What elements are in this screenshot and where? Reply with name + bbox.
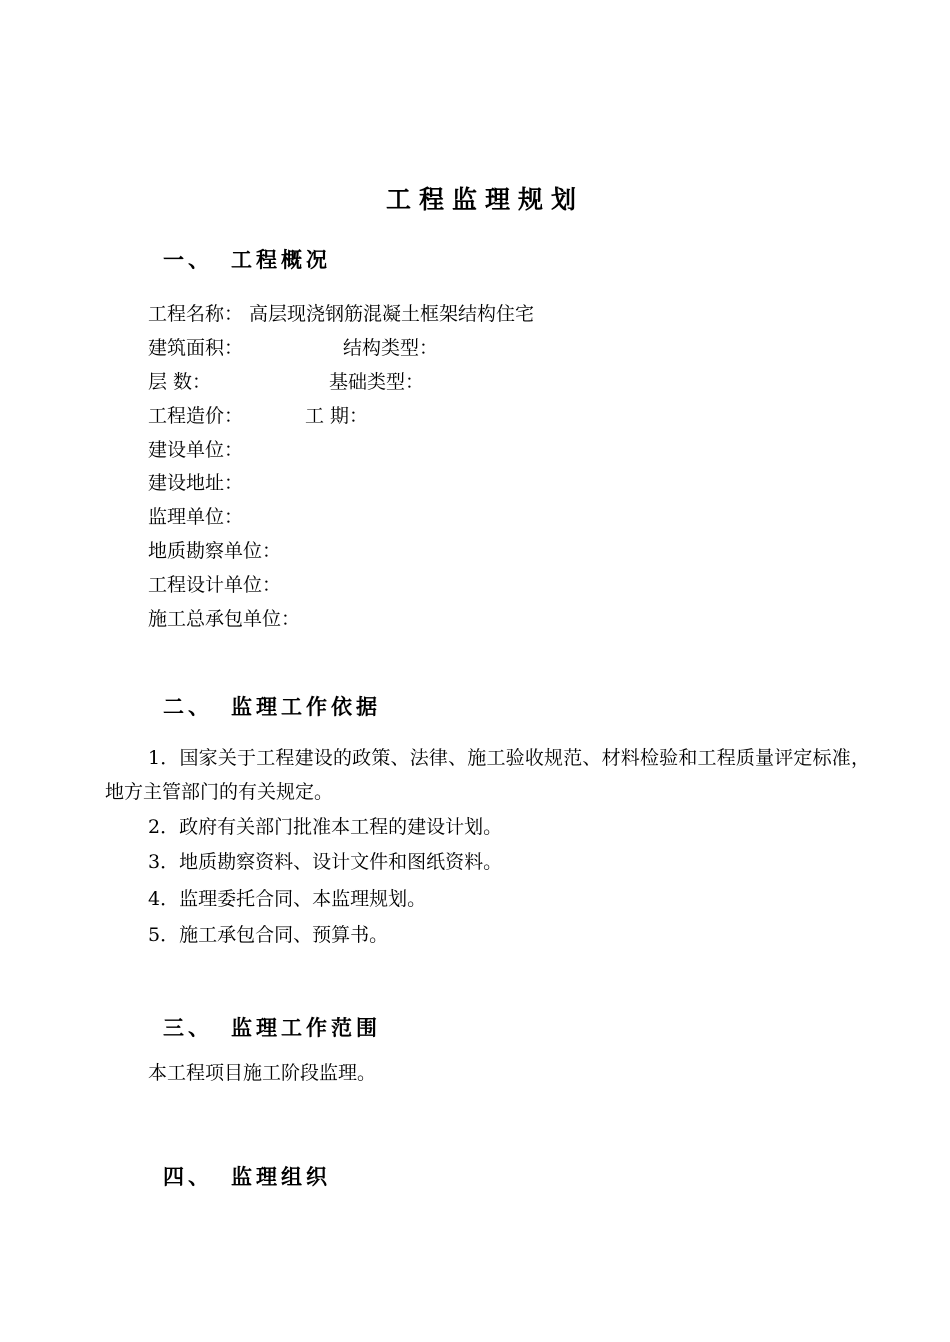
- section-3-number: 三、: [163, 1016, 213, 1040]
- field-row-floors-foundation: [148, 367, 424, 394]
- field-design-unit: 工程设计单位：: [148, 574, 282, 596]
- section-1-heading: [163, 244, 331, 274]
- section-2-number: 二、: [163, 695, 213, 719]
- field-owner-address: 建设地址：: [148, 472, 244, 494]
- section-3-heading: [163, 1012, 381, 1042]
- field-duration: 工 期：: [305, 405, 369, 427]
- field-building-area: 建筑面积：: [148, 337, 244, 359]
- field-row-area-structure: [148, 333, 438, 360]
- basis-item-1: 1．国家关于工程建设的政策、法律、施工验收规范、材料检验和工程质量评定标准，地方主管部门的有关规定。: [105, 747, 870, 803]
- scope-body: 本工程项目施工阶段监理。: [148, 1062, 377, 1084]
- basis-item-3: 3．地质勘察资料、设计文件和图纸资料。: [148, 851, 503, 873]
- section-4-number: 四、: [163, 1165, 213, 1189]
- section-2-heading: [163, 691, 381, 721]
- section-3-title: 监理工作范围: [231, 1016, 381, 1040]
- basis-item-5: 5．施工承包合同、预算书。: [148, 924, 389, 946]
- field-project-cost: 工程造价：: [148, 405, 244, 427]
- section-2-title: 监理工作依据: [231, 695, 381, 719]
- basis-item-4: 4．监理委托合同、本监理规划。: [148, 888, 427, 910]
- section-1-number: 一、: [163, 248, 213, 272]
- field-foundation-type: 基础类型：: [329, 371, 425, 393]
- field-general-contractor: 施工总承包单位：: [148, 608, 301, 630]
- field-structure-type: 结构类型：: [343, 337, 439, 359]
- section-1-title: 工程概况: [231, 248, 331, 272]
- section-4-title: 监理组织: [231, 1165, 331, 1189]
- field-floors: 层 数：: [148, 371, 212, 393]
- field-survey-unit: 地质勘察单位：: [148, 540, 282, 562]
- document-title: 工程监理规划: [385, 185, 584, 214]
- field-supervision-unit: 监理单位：: [148, 506, 244, 528]
- field-row-cost-duration: [148, 401, 368, 428]
- basis-item-2: 2．政府有关部门批准本工程的建设计划。: [148, 816, 503, 838]
- field-project-name: 工程名称： 高层现浇钢筋混凝土框架结构住宅: [148, 303, 535, 325]
- section-4-heading: [163, 1161, 331, 1191]
- field-owner-unit: 建设单位：: [148, 439, 244, 461]
